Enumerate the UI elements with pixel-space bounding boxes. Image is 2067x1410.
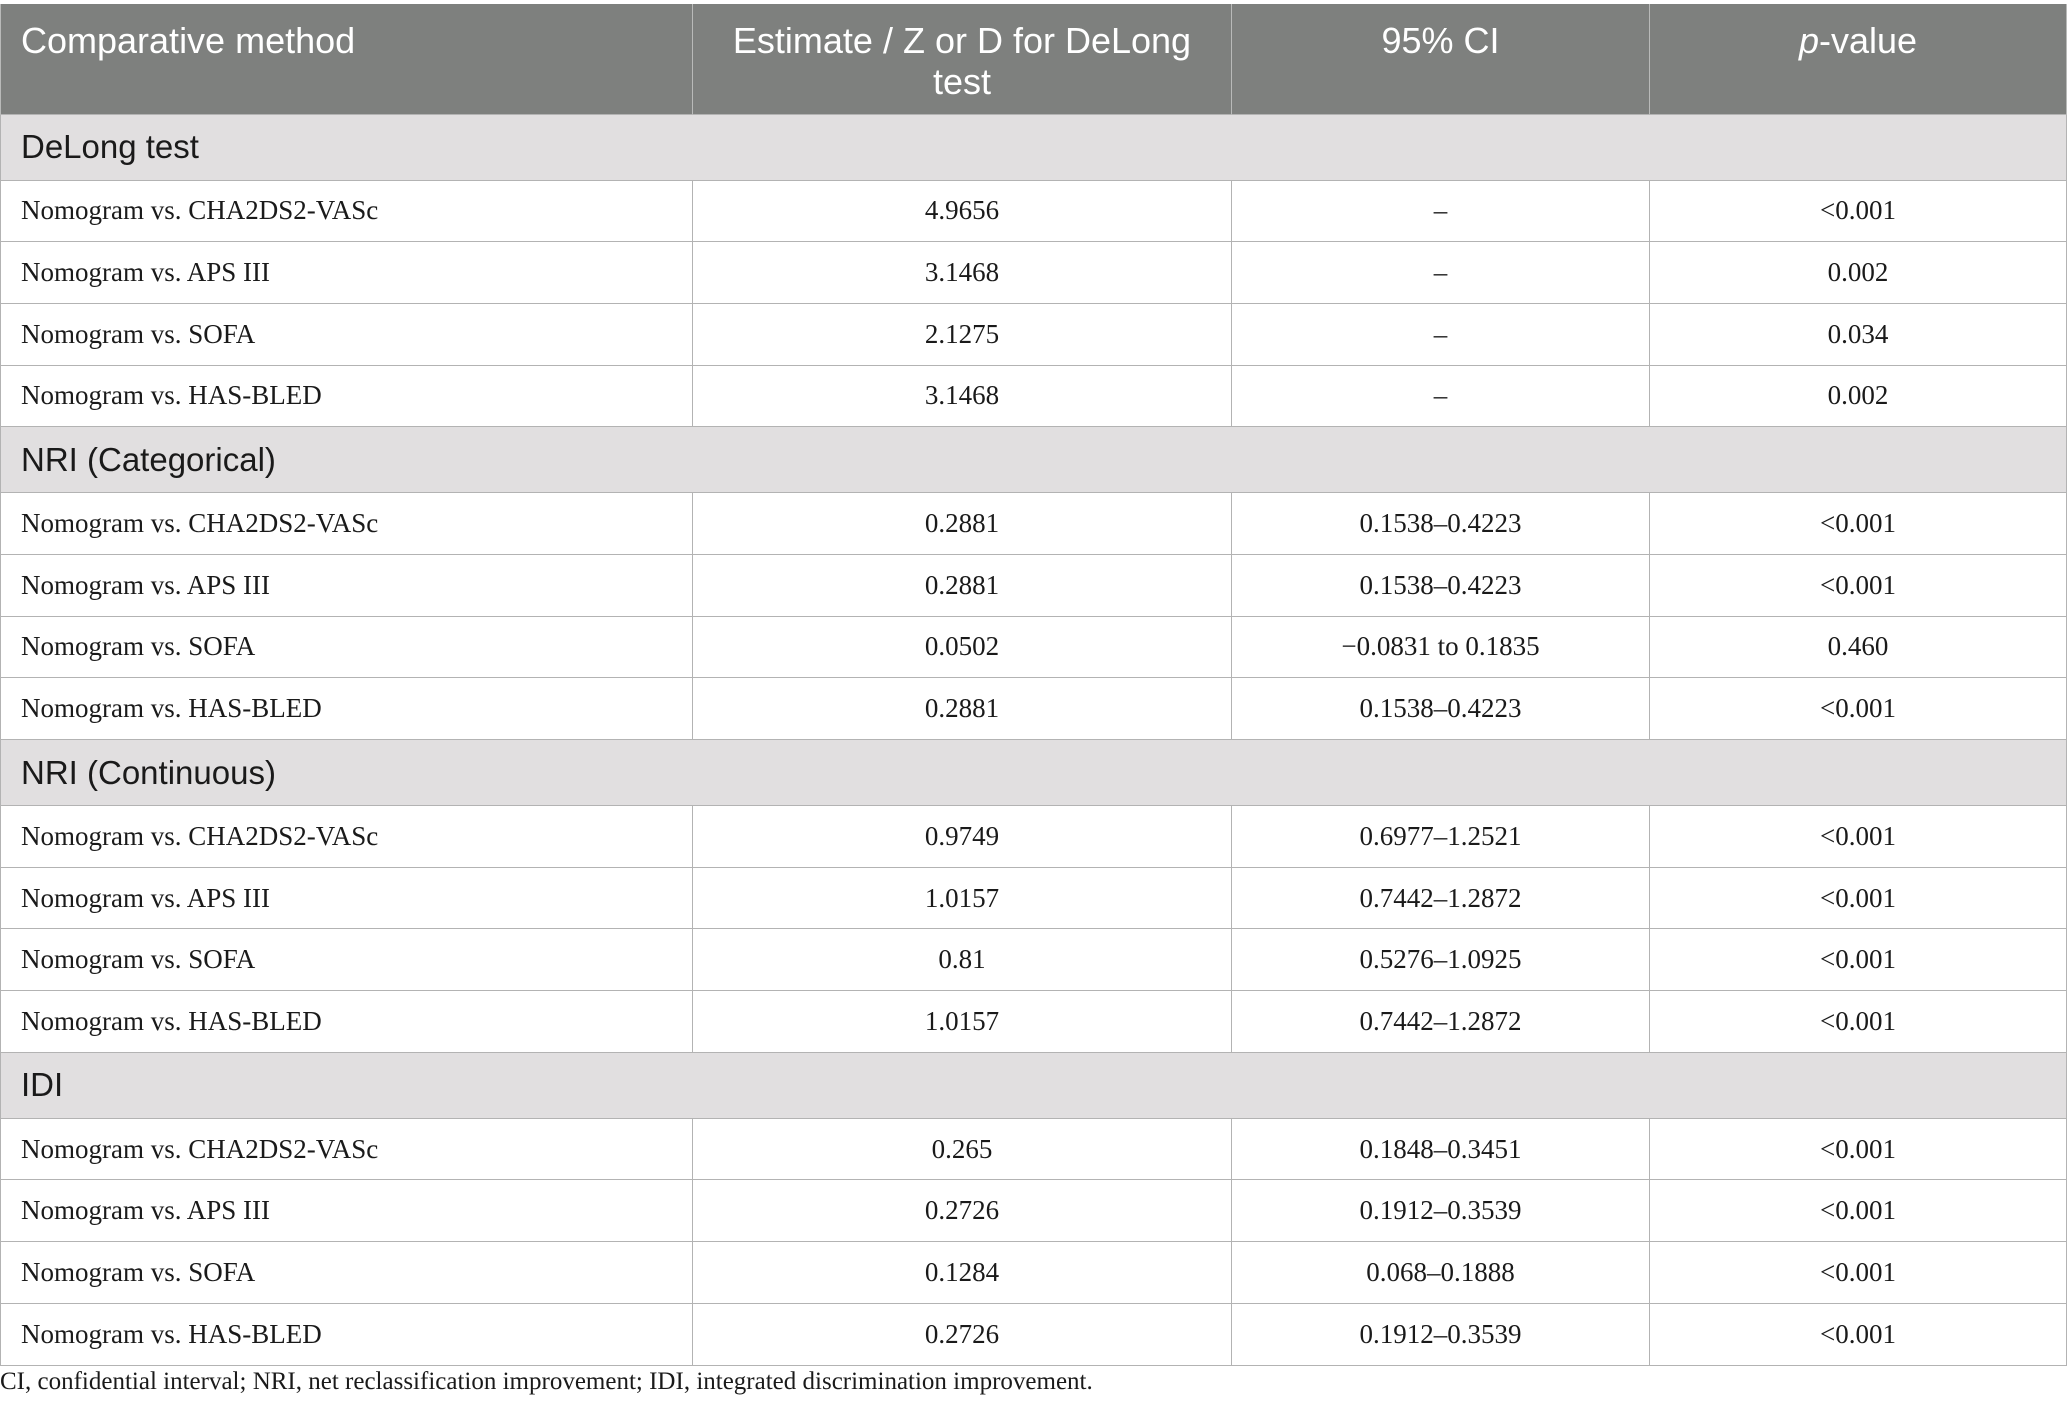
table-row (1, 806, 2067, 868)
cell-method: Nomogram vs. CHA2DS2-VASc (1, 806, 693, 868)
cell-method: Nomogram vs. CHA2DS2-VASc (1, 180, 693, 242)
cell-estimate: 1.0157 (693, 867, 1232, 929)
cell-p-value: <0.001 (1650, 1242, 2067, 1304)
table-row (1, 554, 2067, 616)
cell-ci: 0.1538–0.4223 (1232, 554, 1650, 616)
table-row (1, 180, 2067, 242)
cell-p-value: 0.002 (1650, 242, 2067, 304)
cell-p-value: <0.001 (1650, 180, 2067, 242)
cell-estimate: 3.1468 (693, 365, 1232, 427)
cell-estimate: 0.9749 (693, 806, 1232, 868)
cell-estimate: 1.0157 (693, 991, 1232, 1053)
header-p-value (1650, 4, 2067, 114)
cell-method: Nomogram vs. SOFA (1, 616, 693, 678)
cell-estimate: 4.9656 (693, 180, 1232, 242)
table-row (1, 242, 2067, 304)
table-row (1, 867, 2067, 929)
cell-ci: 0.068–0.1888 (1232, 1242, 1650, 1304)
table-row (1, 493, 2067, 555)
cell-method: Nomogram vs. HAS-BLED (1, 678, 693, 740)
cell-ci: 0.1538–0.4223 (1232, 493, 1650, 555)
cell-ci: – (1232, 303, 1650, 365)
cell-ci: 0.1912–0.3539 (1232, 1303, 1650, 1365)
cell-method: Nomogram vs. SOFA (1, 1242, 693, 1304)
cell-p-value: <0.001 (1650, 806, 2067, 868)
cell-ci: – (1232, 365, 1650, 427)
cell-p-value: <0.001 (1650, 867, 2067, 929)
table-row (1, 1180, 2067, 1242)
header-estimate: Estimate / Z or D for DeLong test (693, 4, 1232, 114)
cell-p-value: 0.002 (1650, 365, 2067, 427)
cell-p-value: <0.001 (1650, 991, 2067, 1053)
cell-method: Nomogram vs. CHA2DS2-VASc (1, 1118, 693, 1180)
cell-estimate: 0.1284 (693, 1242, 1232, 1304)
cell-estimate: 0.0502 (693, 616, 1232, 678)
cell-p-value: <0.001 (1650, 493, 2067, 555)
header-row (1, 4, 2067, 114)
cell-estimate: 0.2726 (693, 1180, 1232, 1242)
table-row (1, 1118, 2067, 1180)
cell-estimate: 0.2881 (693, 678, 1232, 740)
cell-ci: 0.7442–1.2872 (1232, 991, 1650, 1053)
cell-method: Nomogram vs. SOFA (1, 929, 693, 991)
cell-estimate: 0.2881 (693, 493, 1232, 555)
table-row (1, 678, 2067, 740)
cell-p-value: 0.034 (1650, 303, 2067, 365)
table-row (1, 1242, 2067, 1304)
cell-ci: −0.0831 to 0.1835 (1232, 616, 1650, 678)
table-row (1, 929, 2067, 991)
cell-estimate: 2.1275 (693, 303, 1232, 365)
header-p-rest: -value (1818, 20, 1918, 61)
cell-estimate: 0.81 (693, 929, 1232, 991)
cell-p-value: <0.001 (1650, 1180, 2067, 1242)
cell-ci: 0.1538–0.4223 (1232, 678, 1650, 740)
section-title: NRI (Categorical) (1, 427, 2067, 493)
table-row (1, 991, 2067, 1053)
cell-method: Nomogram vs. APS III (1, 1180, 693, 1242)
cell-p-value: <0.001 (1650, 929, 2067, 991)
header-comparative-method: Comparative method (1, 4, 693, 114)
section-title: IDI (1, 1052, 2067, 1118)
comparison-table (0, 4, 2067, 1366)
cell-ci: – (1232, 180, 1650, 242)
table-body (1, 114, 2067, 1365)
cell-ci: – (1232, 242, 1650, 304)
section-row (1, 427, 2067, 493)
section-title: NRI (Continuous) (1, 740, 2067, 806)
section-row (1, 740, 2067, 806)
cell-method: Nomogram vs. HAS-BLED (1, 991, 693, 1053)
table-footnote: CI, confidential interval; NRI, net reclassification improvement; IDI, integrated discrimination improvement. (0, 1368, 1093, 1395)
section-title: DeLong test (1, 114, 2067, 180)
cell-p-value: <0.001 (1650, 678, 2067, 740)
cell-p-value: <0.001 (1650, 554, 2067, 616)
cell-method: Nomogram vs. HAS-BLED (1, 365, 693, 427)
cell-method: Nomogram vs. SOFA (1, 303, 693, 365)
cell-estimate: 0.265 (693, 1118, 1232, 1180)
table-row (1, 1303, 2067, 1365)
section-row (1, 114, 2067, 180)
cell-ci: 0.5276–1.0925 (1232, 929, 1650, 991)
cell-p-value: 0.460 (1650, 616, 2067, 678)
header-p-italic: p (1798, 20, 1819, 61)
cell-estimate: 0.2881 (693, 554, 1232, 616)
header-ci: 95% CI (1232, 4, 1650, 114)
cell-method: Nomogram vs. APS III (1, 242, 693, 304)
comparison-table-container (0, 4, 2066, 1366)
cell-p-value: <0.001 (1650, 1118, 2067, 1180)
cell-method: Nomogram vs. APS III (1, 867, 693, 929)
table-header (1, 4, 2067, 114)
cell-ci: 0.6977–1.2521 (1232, 806, 1650, 868)
table-row (1, 365, 2067, 427)
cell-ci: 0.1912–0.3539 (1232, 1180, 1650, 1242)
cell-estimate: 3.1468 (693, 242, 1232, 304)
cell-p-value: <0.001 (1650, 1303, 2067, 1365)
cell-ci: 0.7442–1.2872 (1232, 867, 1650, 929)
cell-estimate: 0.2726 (693, 1303, 1232, 1365)
cell-method: Nomogram vs. HAS-BLED (1, 1303, 693, 1365)
cell-ci: 0.1848–0.3451 (1232, 1118, 1650, 1180)
table-row (1, 303, 2067, 365)
table-row (1, 616, 2067, 678)
cell-method: Nomogram vs. CHA2DS2-VASc (1, 493, 693, 555)
section-row (1, 1052, 2067, 1118)
cell-method: Nomogram vs. APS III (1, 554, 693, 616)
